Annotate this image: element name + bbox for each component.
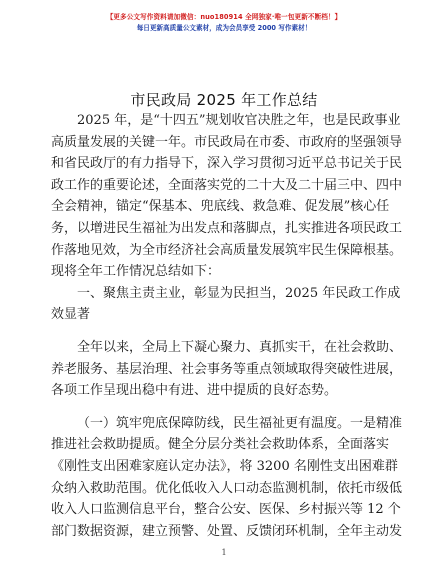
- paragraph-line: 部门数据资源，建立预警、处置、反馈闭环机制，全年主动发: [51, 523, 403, 539]
- paragraph-line: 全会精神，锚定“保基本、兜底线、救急难、促发展”核心任: [51, 199, 390, 215]
- document-body: [51, 110, 403, 542]
- paragraph-line: （一）筑牢兜底保障防线，民生福祉更有温度。一是精准: [77, 415, 403, 431]
- paragraph-line: 全年以来，全局上下凝心聚力、真抓实干，在社会救助、: [77, 339, 403, 355]
- paragraph-line: 2025 年，是“十四五”规划收官决胜之年，也是民政事业: [77, 113, 401, 128]
- promo-banner-line-2: 每日更新高质量公文素材，成为会员享受 2000 写作素材！: [136, 24, 312, 32]
- paragraph-line: 高质量发展的关键一年。市民政局在市委、市政府的坚强领导: [51, 134, 403, 150]
- paragraph-line: 和省民政厅的有力指导下，深入学习贯彻习近平总书记关于民: [51, 156, 403, 172]
- paragraph-line: 众纳入救助范围。优化低收入人口动态监测机制，依托市级低: [51, 480, 403, 496]
- page-number: 1: [221, 548, 227, 557]
- paragraph-line: 各项工作呈现出稳中有进、进中提质的良好态势。: [51, 383, 338, 399]
- promo-banner-line-1: 【更多公文写作资料请加微信：nuo180914 全网独家·唯一包更新不断档！】: [106, 13, 342, 21]
- section-heading-line: 效显著: [51, 307, 91, 323]
- paragraph-line: 推进社会救助提质。健全分层分类社会救助体系，全面落实: [51, 437, 390, 453]
- paragraph-line: 作落地见效，为全市经济社会高质量发展筑牢民生保障根基。: [51, 242, 403, 258]
- paragraph-line: 现将全年工作情况总结如下：: [51, 264, 221, 280]
- paragraph-line: 务，以增进民生福祉为出发点和落脚点，扎实推进各项民政工: [51, 220, 403, 236]
- paragraph-line: 政工作的重要论述，全面落实党的二十大及二十届三中、四中: [51, 177, 403, 193]
- paragraph-line: 《刚性支出困难家庭认定办法》，将 3200 名刚性支出困难群: [51, 458, 398, 474]
- paragraph-line: 收入人口监测信息平台，整合公安、医保、乡村振兴等 12 个: [51, 502, 401, 518]
- section-heading-line: 一、聚焦主责主业，彰显为民担当，2025 年民政工作成: [77, 285, 401, 301]
- paragraph-line: 养老服务、基层治理、社会事务等重点领域取得突破性进展，: [51, 361, 403, 377]
- document-title: 市民政局 2025 年工作总结: [130, 91, 318, 109]
